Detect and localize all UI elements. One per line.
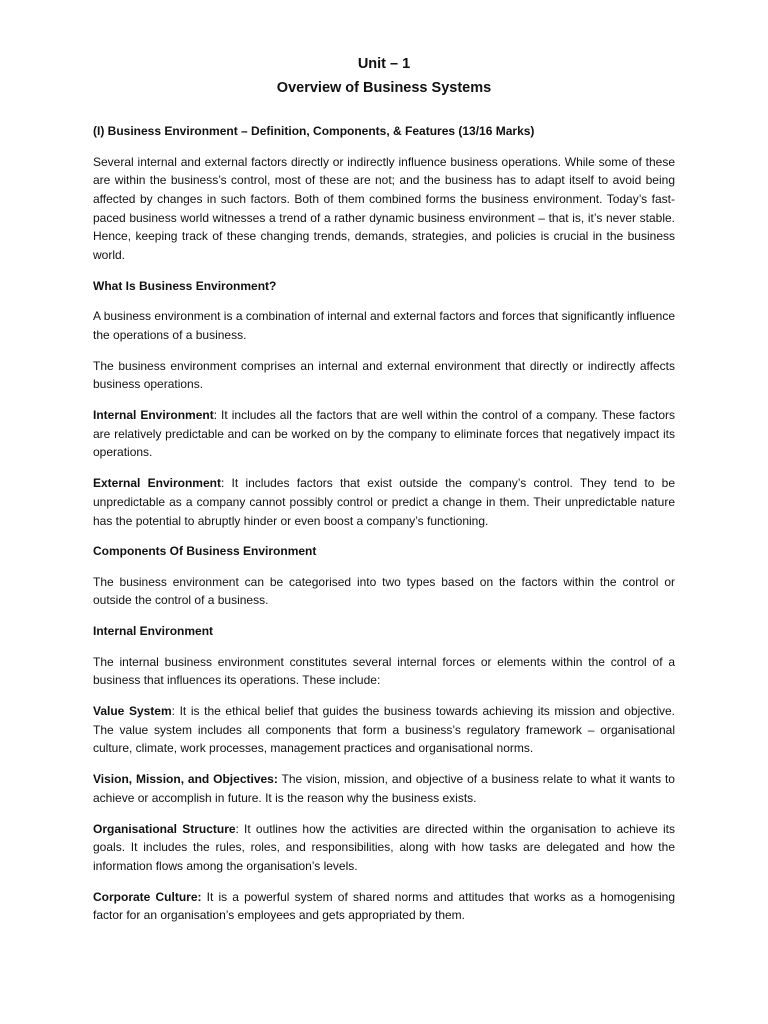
section-heading: (I) Business Environment – Definition, Components, & Features (13/16 Marks): [93, 124, 535, 138]
document-page: [93, 50, 675, 925]
components-paragraph: The business environment can be categorised into two types based on the factors within the control or outside the control of a business.: [93, 574, 675, 608]
organisational-structure-text: : It outlines how the activities are directed within the organisation to achieve its goals. It includes the rules, roles, and responsibilities, along with how tasks are delegated and how the information flows among the organisation’s levels.: [93, 821, 676, 873]
internal-environment-text: : It includes all the factors that are well within the control of a company. These factors are relatively predictable and can be worked on by the company to eliminate forces that negatively impact its operations.: [93, 408, 675, 460]
organisational-structure-paragraph: [93, 820, 675, 876]
vision-mission-text: The vision, mission, and objective of a business relate to what it wants to achieve or accomplish in future. It is the reason why the business exists.: [93, 772, 675, 805]
what-is-heading: What Is Business Environment?: [93, 278, 277, 293]
value-system-text: : It is the ethical belief that guides the business towards achieving its mission and objective. The value system includes all components that form a business’s regulatory framework – organisational culture, climate, work processes, management practices and organisational norms.: [93, 704, 675, 756]
internal-environment-term: Internal Environment: [93, 408, 214, 423]
components-heading: Components Of Business Environment: [93, 544, 317, 559]
external-environment-term: External Environment: [93, 476, 221, 491]
external-environment-paragraph: [93, 474, 675, 530]
vision-mission-paragraph: [93, 770, 675, 807]
internal-environment-intro: The internal business environment constitutes several internal forces or elements within the control of a business that influences its operations. These include:: [93, 654, 675, 688]
organisational-structure-term: Organisational Structure: [93, 821, 236, 836]
unit-number: Unit – 1: [357, 56, 411, 72]
vision-mission-term: Vision, Mission, and Objectives:: [93, 772, 278, 787]
document-title: Overview of Business Systems: [276, 80, 492, 96]
value-system-term: Value System: [93, 704, 172, 719]
external-environment-text: : It includes factors that exist outside the company’s control. They tend to be unpredictable as a company cannot possibly control or predict a change in them. Their unpredictable nature has the potential to abruptly hinder or even boost a company’s functioning.: [93, 476, 675, 528]
corporate-culture-text: It is a powerful system of shared norms and attitudes that works as a homogenising factor for an organisation’s employees and gets appropriated by them.: [93, 889, 675, 923]
definition-paragraph: A business environment is a combination of internal and external factors and forces that significantly influence the operations of a business.: [93, 309, 675, 342]
value-system-paragraph: [93, 702, 675, 758]
corporate-culture-term: Corporate Culture:: [93, 889, 202, 904]
internal-environment-paragraph: [93, 406, 675, 462]
comprises-paragraph: The business environment comprises an internal and external environment that directly or indirectly affects business operations.: [93, 358, 675, 392]
internal-environment-heading: Internal Environment: [93, 624, 214, 639]
corporate-culture-paragraph: [93, 888, 675, 925]
intro-paragraph: Several internal and external factors directly or indirectly influence business operations. While some of these are within the business’s control, most of these are not; and the business has to adapt itself to avoid being affected by changes in such factors. Both of them combined forms the business environment. Today’s fast-paced business world witnesses a trend of a rather dynamic business environment – that is, it’s never stable. Hence, keeping track of these changing trends, demands, strategies, and policies is crucial in the business world.: [93, 154, 675, 263]
